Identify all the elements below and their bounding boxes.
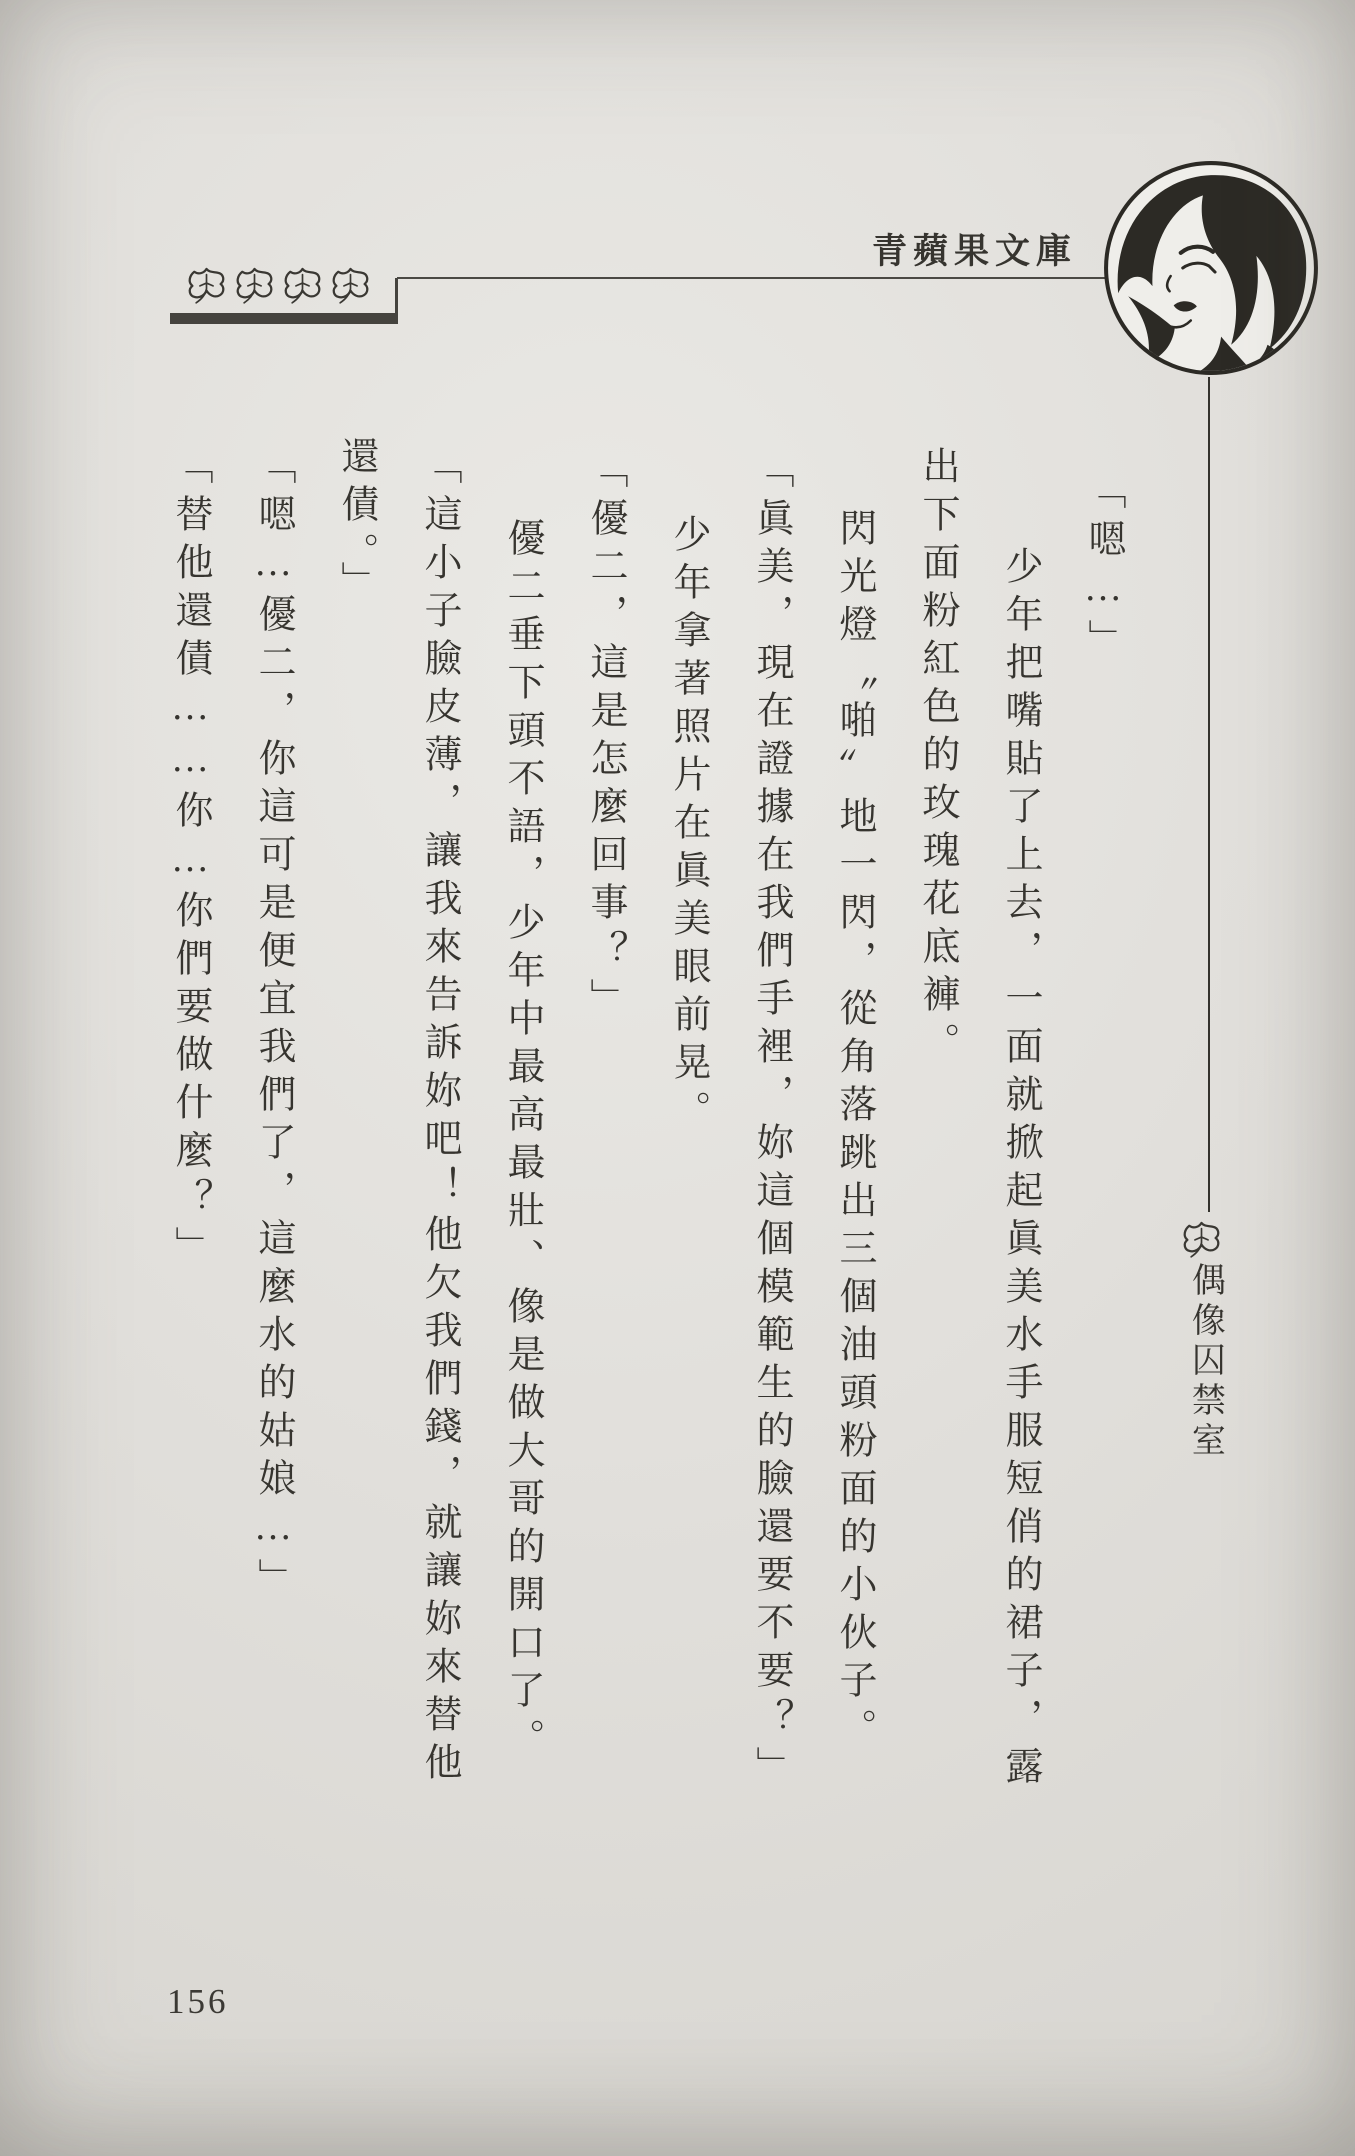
header-thick-rule bbox=[170, 313, 398, 324]
header-rule-step bbox=[395, 278, 398, 317]
text-column-6: 少年拿著照片在眞美眼前晃。 bbox=[667, 514, 709, 1138]
ivy-leaf-icon bbox=[327, 259, 374, 309]
text-column-12: 「替他還債……你…你們要做什麼？」 bbox=[169, 446, 211, 1274]
ivy-leaf-icon bbox=[231, 259, 278, 309]
text-column-3: 出下面粉紅色的玫瑰花底褲。 bbox=[916, 446, 958, 1070]
header-ornament bbox=[183, 259, 374, 309]
text-column-7: 「優二，這是怎麼回事？」 bbox=[584, 450, 626, 1026]
library-label: 青蘋果文庫 bbox=[872, 232, 1078, 271]
header-thin-rule bbox=[397, 277, 1105, 279]
book-title: 偶像囚禁室 bbox=[1186, 1262, 1224, 1462]
text-column-2: 少年把嘴貼了上去，一面就掀起眞美水手服短俏的裙子，露 bbox=[999, 546, 1041, 1794]
text-column-8: 優二垂下頭不語，少年中最高最壯、像是做大哥的開口了。 bbox=[501, 518, 543, 1766]
text-column-4: 閃光燈〝啪〞地一閃，從角落跳出三個油頭粉面的小伙子。 bbox=[833, 508, 875, 1756]
text-column-5: 「眞美，現在證據在我們手裡，妳這個模範生的臉還要不要？」 bbox=[750, 450, 792, 1794]
page-number: 156 bbox=[167, 1982, 229, 2021]
text-column-10: 還債。」 bbox=[335, 436, 377, 609]
ivy-leaf-icon bbox=[1178, 1214, 1225, 1262]
text-column-9: 「這小子臉皮薄，讓我來告訴妳吧！他欠我們錢，就讓妳來替他 bbox=[418, 446, 460, 1790]
text-column-11: 「嗯…優二，你這可是便宜我們了，這麼水的姑娘…」 bbox=[252, 446, 294, 1606]
character-portrait-image bbox=[1100, 157, 1322, 379]
text-column-1: 「嗯…」 bbox=[1082, 471, 1124, 667]
ivy-leaf-icon bbox=[279, 259, 326, 309]
ivy-leaf-icon bbox=[183, 259, 230, 309]
vertical-divider bbox=[1208, 377, 1210, 1212]
body-text bbox=[171, 436, 1122, 1916]
